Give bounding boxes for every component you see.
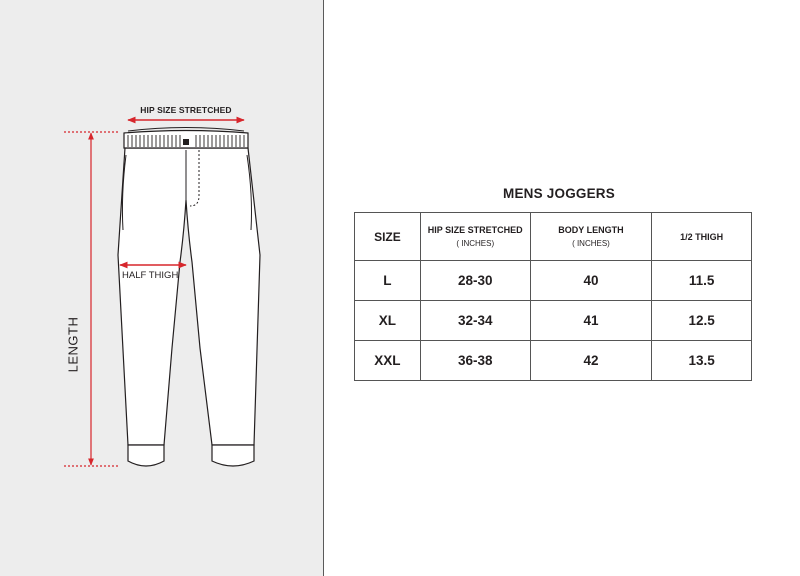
length-label: LENGTH [65, 316, 81, 373]
cell-size: XL [355, 301, 421, 341]
header-length-unit: ( INCHES) [572, 239, 610, 248]
joggers-diagram [0, 0, 323, 576]
panel-divider [323, 0, 324, 576]
header-hip: HIP SIZE STRETCHED ( INCHES) [420, 213, 530, 261]
header-thigh: 1/2 THIGH [652, 213, 752, 261]
cell-length: 40 [530, 261, 652, 301]
cell-hip: 36-38 [420, 341, 530, 381]
cell-length: 41 [530, 301, 652, 341]
table-row [355, 261, 752, 301]
cell-length: 42 [530, 341, 652, 381]
cell-thigh: 11.5 [652, 261, 752, 301]
cell-thigh: 13.5 [652, 341, 752, 381]
size-table [354, 212, 752, 381]
cell-size: L [355, 261, 421, 301]
hip-size-label: HIP SIZE STRETCHED [140, 105, 232, 115]
header-length: BODY LENGTH ( INCHES) [530, 213, 652, 261]
cell-thigh: 12.5 [652, 301, 752, 341]
cuffs [128, 445, 254, 466]
cell-hip: 32-34 [420, 301, 530, 341]
half-thigh-label: HALF THIGH [122, 270, 179, 281]
header-size: SIZE [355, 213, 421, 261]
header-hip-unit: ( INCHES) [456, 239, 495, 248]
waistband [124, 128, 248, 149]
chart-title: MENS JOGGERS [503, 186, 615, 201]
table-header-row [355, 213, 752, 261]
cell-hip: 28-30 [420, 261, 530, 301]
pants-outline [118, 148, 260, 445]
cell-size: XXL [355, 341, 421, 381]
table-row [355, 341, 752, 381]
table-row [355, 301, 752, 341]
